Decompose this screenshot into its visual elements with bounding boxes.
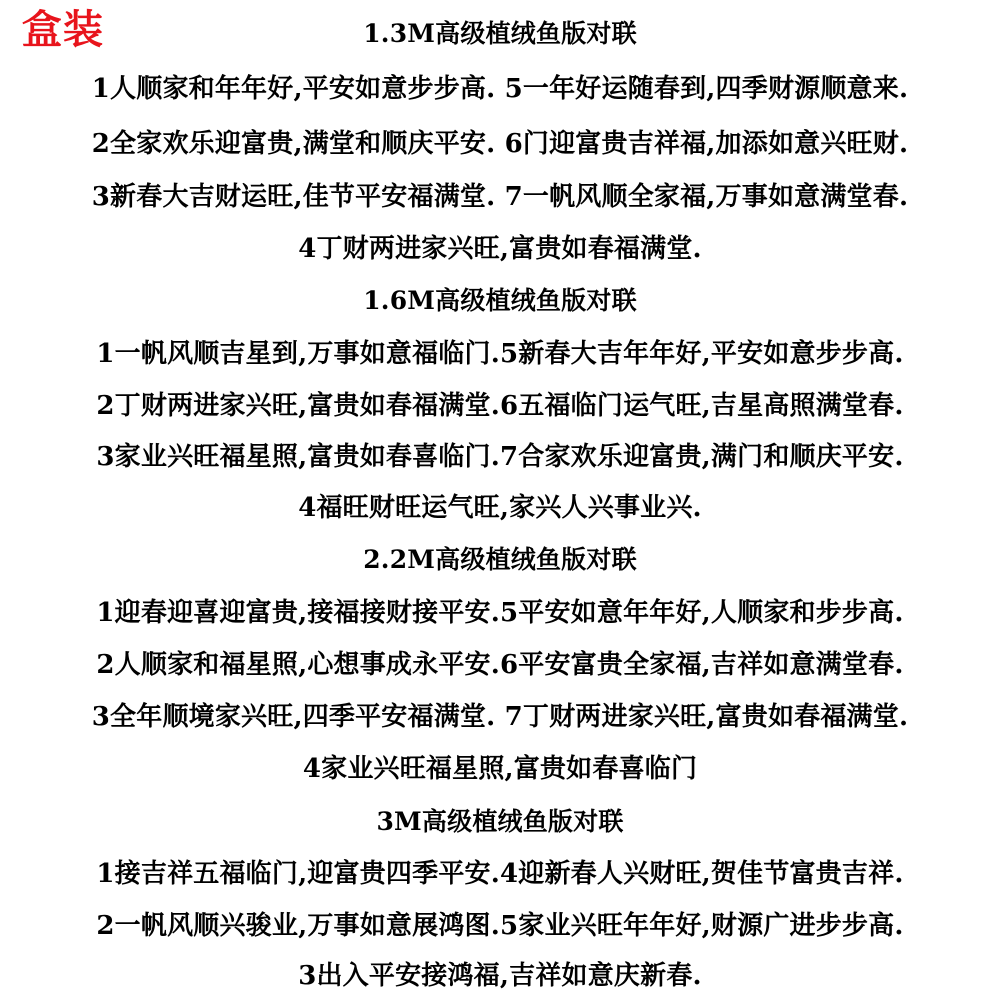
list-item: 1一帆风顺吉星到,万事如意福临门.5新春大吉年年好,平安如意步步高. bbox=[96, 339, 904, 369]
list-item: 4福旺财旺运气旺,家兴人兴事业兴. bbox=[298, 493, 702, 523]
list-item: 3全年顺境家兴旺,四季平安福满堂. 7丁财两进家兴旺,富贵如春福满堂. bbox=[91, 702, 909, 732]
list-item: 2人顺家和福星照,心想事成永平安.6平安富贵全家福,吉祥如意满堂春. bbox=[96, 650, 904, 680]
list-item: 1迎春迎喜迎富贵,接福接财接平安.5平安如意年年好,人顺家和步步高. bbox=[96, 598, 904, 628]
section-heading-2-2m: 2.2M高级植绒鱼版对联 bbox=[363, 545, 637, 574]
list-item: 4丁财两进家兴旺,富贵如春福满堂. bbox=[298, 234, 702, 264]
list-item: 1接吉祥五福临门,迎富贵四季平安.4迎新春人兴财旺,贺佳节富贵吉祥. bbox=[96, 859, 904, 889]
list-item: 3新春大吉财运旺,佳节平安福满堂. 7一帆风顺全家福,万事如意满堂春. bbox=[91, 182, 909, 212]
list-item: 1人顺家和年年好,平安如意步步高. 5一年好运随春到,四季财源顺意来. bbox=[91, 74, 909, 104]
packaging-badge: 盒装 bbox=[22, 7, 104, 53]
list-item: 3出入平安接鸿福,吉祥如意庆新春. bbox=[298, 961, 702, 991]
section-heading-1-6m: 1.6M高级植绒鱼版对联 bbox=[363, 286, 637, 315]
list-item: 3家业兴旺福星照,富贵如春喜临门.7合家欢乐迎富贵,满门和顺庆平安. bbox=[96, 442, 904, 472]
list-item: 2全家欢乐迎富贵,满堂和顺庆平安. 6门迎富贵吉祥福,加添如意兴旺财. bbox=[91, 129, 909, 159]
list-item: 2一帆风顺兴骏业,万事如意展鸿图.5家业兴旺年年好,财源广进步步高. bbox=[96, 911, 904, 941]
list-item: 4家业兴旺福星照,富贵如春喜临门 bbox=[302, 754, 698, 784]
list-item: 2丁财两进家兴旺,富贵如春福满堂.6五福临门运气旺,吉星高照满堂春. bbox=[96, 391, 904, 421]
section-heading-3m: 3M高级植绒鱼版对联 bbox=[376, 807, 624, 836]
section-heading-1-3m: 1.3M高级植绒鱼版对联 bbox=[363, 19, 637, 48]
